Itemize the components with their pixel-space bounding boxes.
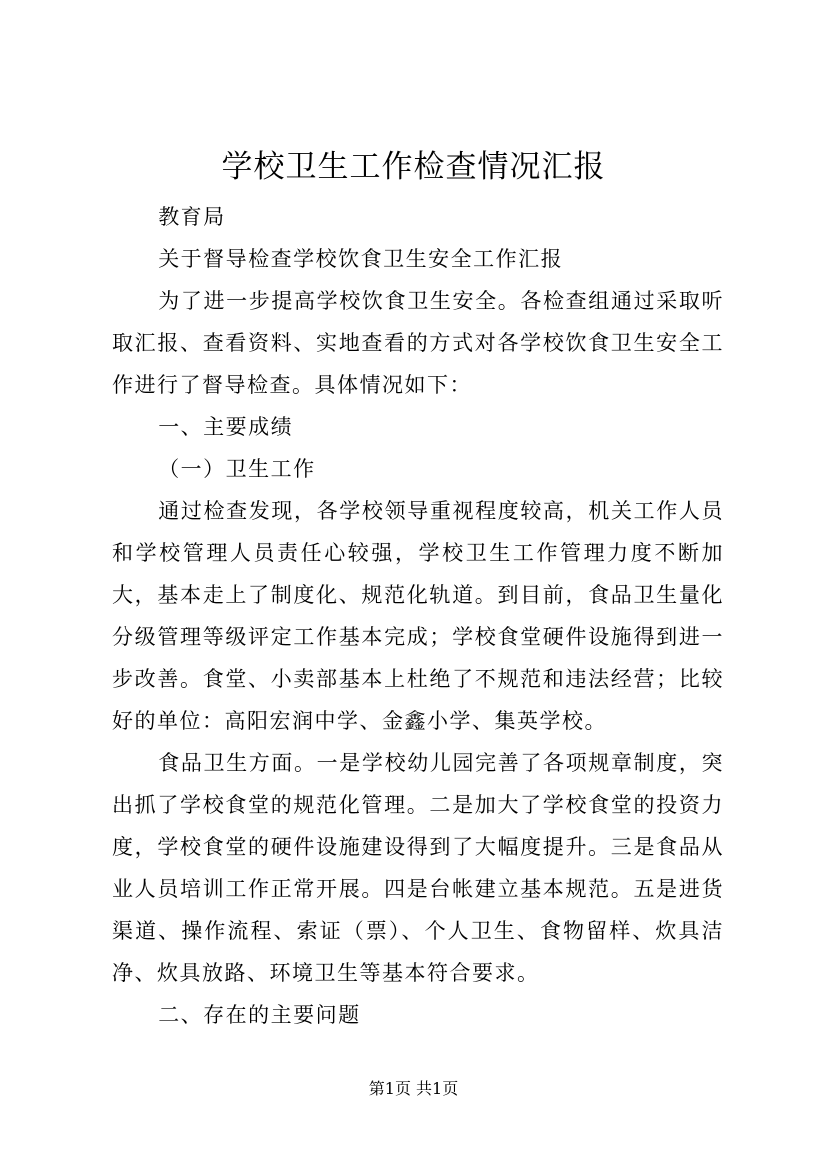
section-heading-problems: 二、存在的主要问题 [158, 1003, 361, 1027]
paragraph-intro: 为了进一步提高学校饮食卫生安全。各检查组通过采取听取汇报、查看资料、实地查看的方式对各学校饮食卫生安全工作进行了督导检查。具体情况如下： [112, 289, 724, 397]
paragraph-food-hygiene: 食品卫生方面。一是学校幼儿园完善了各项规章制度，突出抓了学校食堂的规范化管理。二是加大了学校食堂的投资力度，学校食堂的硬件设施建设得到了大幅度提升。三是食品从业人员培训工作正常开展。四是台帐建立基本规范。五是进货渠道、操作流程、索证（票）、个人卫生、食物留样、炊具洁净、炊具放路、环境卫生等基本符合要求。 [112, 751, 724, 985]
section-heading-achievements: 一、主要成绩 [158, 415, 294, 439]
subsection-heading-hygiene: （一）卫生工作 [158, 457, 316, 481]
page-footer: 第1页 共1页 [368, 1079, 459, 1098]
paragraph-recipient: 教育局 [158, 205, 226, 229]
document-title: 学校卫生工作检查情况汇报 [221, 149, 606, 185]
paragraph-hygiene-findings: 通过检查发现，各学校领导重视程度较高，机关工作人员和学校管理人员责任心较强，学校卫生工作管理力度不断加大，基本走上了制度化、规范化轨道。到目前，食品卫生量化分级管理等级评定工作基本完成；学校食堂硬件设施得到进一步改善。食堂、小卖部基本上杜绝了不规范和违法经营；比较好的单位：高阳宏润中学、金鑫小学、集英学校。 [112, 499, 724, 733]
document-body [112, 196, 724, 1036]
paragraph-subject: 关于督导检查学校饮食卫生安全工作汇报 [158, 247, 564, 271]
